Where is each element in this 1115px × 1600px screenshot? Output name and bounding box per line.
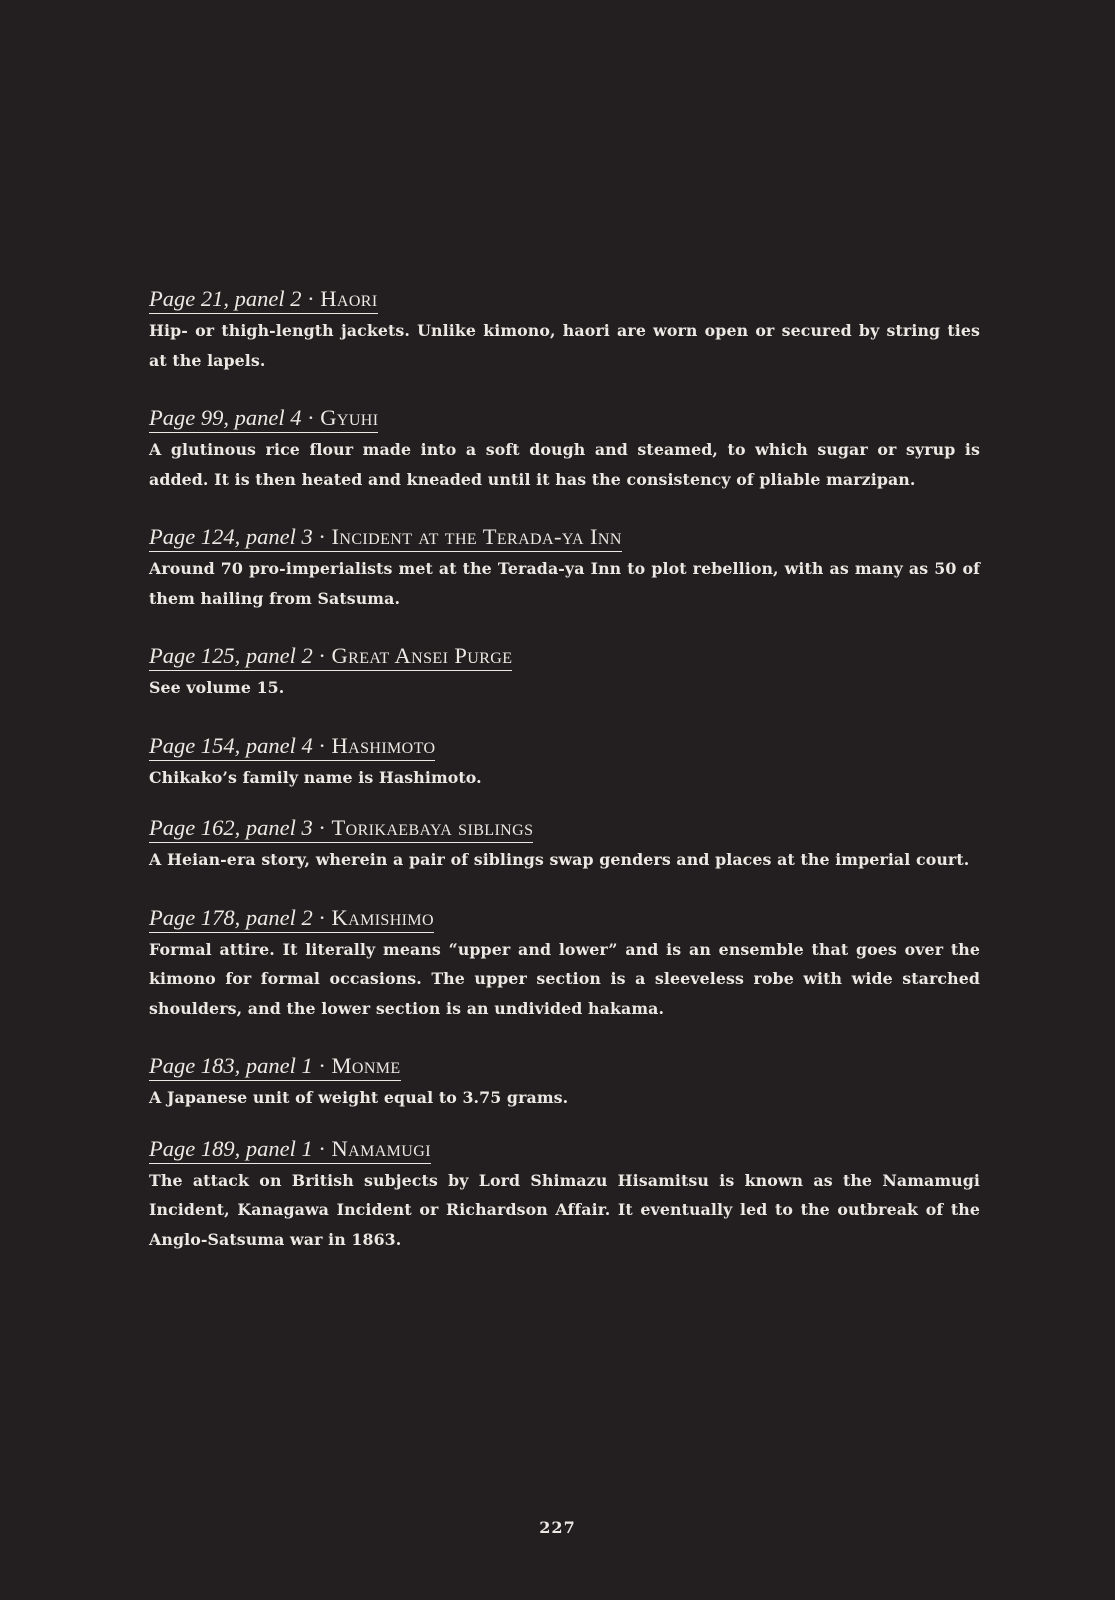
note-term: Torikaebaya siblings	[331, 815, 534, 840]
note-heading	[149, 815, 533, 843]
note-term: Great Ansei Purge	[331, 643, 513, 668]
note-term: Incident at the Terada-ya Inn	[331, 524, 622, 549]
note-heading	[149, 286, 378, 314]
heading-separator: ·	[312, 1135, 332, 1161]
note-item	[149, 643, 980, 703]
note-item	[149, 905, 980, 1024]
note-term: Monme	[331, 1053, 401, 1078]
note-reference: Page 183, panel 1	[149, 1053, 313, 1078]
note-text: A glutinous rice flour made into a soft dough and steamed, to which sugar or syrup is added. It is then heated and kneaded until it has the consistency of pliable marzipan.	[149, 440, 980, 489]
heading-separator: ·	[312, 815, 332, 840]
note-text: A Japanese unit of weight equal to 3.75 grams.	[149, 1088, 569, 1107]
note-heading	[149, 1136, 431, 1164]
note-heading	[149, 1053, 401, 1081]
note-heading	[149, 524, 622, 552]
note-term: Haori	[320, 286, 378, 311]
note-heading	[149, 905, 434, 933]
page-number: 227	[539, 1518, 576, 1537]
note-reference: Page 178, panel 2	[149, 904, 313, 930]
heading-separator: ·	[312, 904, 332, 930]
note-item	[149, 1053, 980, 1113]
note-term: Gyuhi	[320, 405, 379, 430]
heading-separator: ·	[312, 524, 332, 549]
note-item	[149, 286, 980, 375]
heading-separator: ·	[301, 286, 321, 311]
note-text: Hip- or thigh-length jackets. Unlike kimono, haori are worn open or secured by string ties at the lapels.	[149, 321, 980, 370]
heading-separator: ·	[312, 732, 332, 758]
note-item	[149, 815, 980, 875]
note-text: Chikako’s family name is Hashimoto.	[149, 767, 482, 787]
heading-separator: ·	[312, 1053, 332, 1078]
note-term: Kamishimo	[331, 904, 434, 930]
note-heading	[149, 733, 435, 761]
note-term: Hashimoto	[331, 732, 436, 758]
note-item	[149, 524, 980, 613]
heading-separator: ·	[312, 643, 332, 668]
note-text: Formal attire. It literally means “upper and lower” and is an ensemble that goes over the kimono for formal occasions. The upper section is a sleeveless robe with wide starched shoulders, and the lower section is an undivided hakama.	[149, 939, 980, 1018]
note-heading	[149, 643, 512, 671]
note-reference: Page 162, panel 3	[149, 815, 313, 840]
note-reference: Page 99, panel 4	[149, 405, 302, 430]
note-text: Around 70 pro-imperialists met at the Terada-ya Inn to plot rebellion, with as many as 50 of them hailing from Satsuma.	[149, 559, 980, 608]
note-text: A Heian-era story, wherein a pair of siblings swap genders and places at the imperial court.	[149, 850, 970, 869]
note-text: See volume 15.	[149, 678, 285, 697]
translation-notes	[149, 286, 980, 1254]
note-item	[149, 1136, 980, 1255]
note-item	[149, 405, 980, 494]
note-reference: Page 124, panel 3	[149, 524, 313, 549]
heading-separator: ·	[301, 405, 321, 430]
note-text: The attack on British subjects by Lord Shimazu Hisamitsu is known as the Namamugi Incident, Kanagawa Incident or Richardson Affair. It eventually led to the outbreak of the Anglo-Satsuma war in 1863.	[149, 1170, 980, 1249]
note-reference: Page 21, panel 2	[149, 286, 302, 311]
note-reference: Page 125, panel 2	[149, 643, 313, 668]
note-item	[149, 733, 980, 793]
note-term: Namamugi	[331, 1135, 431, 1161]
note-heading	[149, 405, 378, 433]
note-reference: Page 154, panel 4	[149, 732, 313, 758]
note-reference: Page 189, panel 1	[149, 1135, 313, 1161]
